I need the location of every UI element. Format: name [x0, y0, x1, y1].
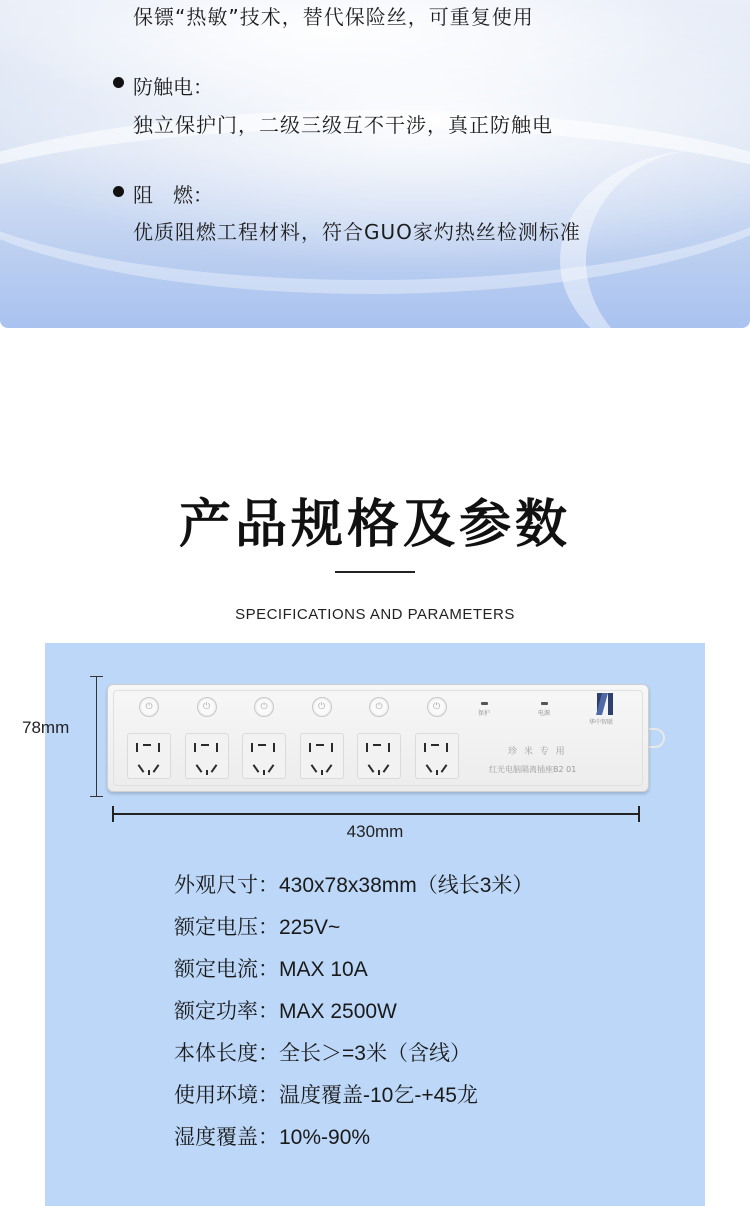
bullet-icon — [113, 186, 124, 197]
feature-title-flame-retardant: 阻 燃： — [133, 183, 213, 207]
spec-value: MAX 10A — [279, 958, 368, 981]
protect-indicator-light — [481, 702, 488, 705]
outlet-icon — [242, 733, 286, 779]
outlet-slot — [440, 764, 447, 773]
feature-title-anti-shock: 防触电： — [133, 75, 213, 99]
bullet-icon — [113, 77, 124, 88]
outlet-slot — [325, 764, 332, 773]
outlet-slot — [366, 743, 368, 752]
spec-row-length — [174, 1037, 471, 1067]
spec-label: 本体长度： — [174, 1041, 279, 1065]
outlet-slot — [383, 764, 390, 773]
spec-label: 湿度覆盖： — [174, 1125, 279, 1149]
dimension-tick — [112, 806, 114, 822]
outlet-slot — [331, 743, 333, 752]
section-subtitle: SPECIFICATIONS AND PARAMETERS — [235, 606, 515, 623]
section-title: 产品规格及参数 — [178, 494, 571, 555]
strip-print-line1: 珍 米 专 用 — [508, 747, 567, 757]
outlet-slot — [201, 744, 209, 746]
spec-label: 额定功率： — [174, 999, 279, 1023]
socket-switch-icon: ⏻ — [139, 697, 159, 717]
outlet-slot — [368, 764, 375, 773]
outlet-slot — [138, 764, 145, 773]
spec-value: 温度覆盖-10乞-+45龙 — [279, 1084, 478, 1107]
power-indicator-label: 电源 — [538, 710, 551, 717]
height-dimension-line — [96, 676, 97, 797]
spec-value: 430x78x38mm（线长3米） — [279, 874, 534, 897]
outlet-slot — [153, 764, 160, 773]
spec-label: 额定电流： — [174, 957, 279, 981]
dimension-tick — [638, 806, 640, 822]
outlet-slot — [263, 770, 265, 775]
spec-label: 额定电压： — [174, 915, 279, 939]
socket-switch-icon: ⏻ — [312, 697, 332, 717]
feature-desc-thermal: 保镖“热敏”技术，替代保险丝，可重复使用 — [133, 5, 534, 29]
outlet-icon — [127, 733, 171, 779]
outlet-slot — [158, 743, 160, 752]
brand-logo-icon — [595, 693, 615, 715]
outlet-slot — [143, 744, 151, 746]
width-dimension-line — [113, 813, 640, 815]
feature-banner — [0, 0, 750, 328]
spec-label: 使用环境： — [174, 1083, 279, 1107]
spec-row-current — [174, 953, 368, 983]
socket-switch-icon: ⏻ — [369, 697, 389, 717]
dimension-tick — [90, 676, 103, 677]
spec-value: 10%-90% — [279, 1126, 371, 1149]
outlet-slot — [425, 764, 432, 773]
title-divider — [335, 571, 415, 573]
spec-value: 225V~ — [279, 916, 341, 939]
outlet-icon — [415, 733, 459, 779]
spec-row-environment — [174, 1079, 478, 1109]
spec-row-power — [174, 995, 397, 1025]
outlet-slot — [253, 764, 260, 773]
outlet-slot — [321, 770, 323, 775]
outlet-slot — [446, 743, 448, 752]
socket-switch-icon: ⏻ — [197, 697, 217, 717]
socket-switch-icon: ⏻ — [254, 697, 274, 717]
outlet-slot — [136, 743, 138, 752]
outlet-slot — [251, 743, 253, 752]
outlet-slot — [310, 764, 317, 773]
spec-label: 外观尺寸： — [174, 873, 279, 897]
brand-label: 华中智联 — [589, 719, 614, 726]
power-indicator-light — [541, 702, 548, 705]
protect-indicator-label: 保护 — [478, 710, 491, 717]
spec-row-size — [174, 869, 533, 899]
outlet-icon — [357, 733, 401, 779]
dimension-tick — [90, 796, 103, 797]
outlet-slot — [388, 743, 390, 752]
spec-row-voltage — [174, 911, 340, 941]
outlet-slot — [378, 770, 380, 775]
outlet-slot — [316, 744, 324, 746]
spec-value: MAX 2500W — [279, 1000, 397, 1023]
outlet-slot — [206, 770, 208, 775]
feature-desc-flame-retardant: 优质阻燃工程材料，符合GUO家灼热丝检测标准 — [133, 220, 581, 244]
outlet-slot — [373, 744, 381, 746]
strip-print-line2: 红光电脑隔离插座B2 01 — [489, 765, 577, 774]
outlet-icon — [185, 733, 229, 779]
outlet-slot — [268, 764, 275, 773]
outlet-slot — [436, 770, 438, 775]
width-dimension-label: 430mm — [346, 822, 404, 841]
spec-value: 全长＞=3米（含线） — [279, 1042, 471, 1065]
outlet-slot — [148, 770, 150, 775]
feature-desc-anti-shock: 独立保护门，二级三级互不干涉，真正防触电 — [133, 113, 553, 137]
outlet-slot — [273, 743, 275, 752]
outlet-icon — [300, 733, 344, 779]
outlet-slot — [216, 743, 218, 752]
outlet-slot — [258, 744, 266, 746]
outlet-slot — [424, 743, 426, 752]
outlet-slot — [210, 764, 217, 773]
height-dimension-label: 78mm — [22, 718, 70, 737]
spec-row-humidity — [174, 1121, 370, 1151]
outlet-slot — [431, 744, 439, 746]
outlet-slot — [194, 743, 196, 752]
outlet-slot — [195, 764, 202, 773]
socket-switch-icon: ⏻ — [427, 697, 447, 717]
outlet-slot — [309, 743, 311, 752]
